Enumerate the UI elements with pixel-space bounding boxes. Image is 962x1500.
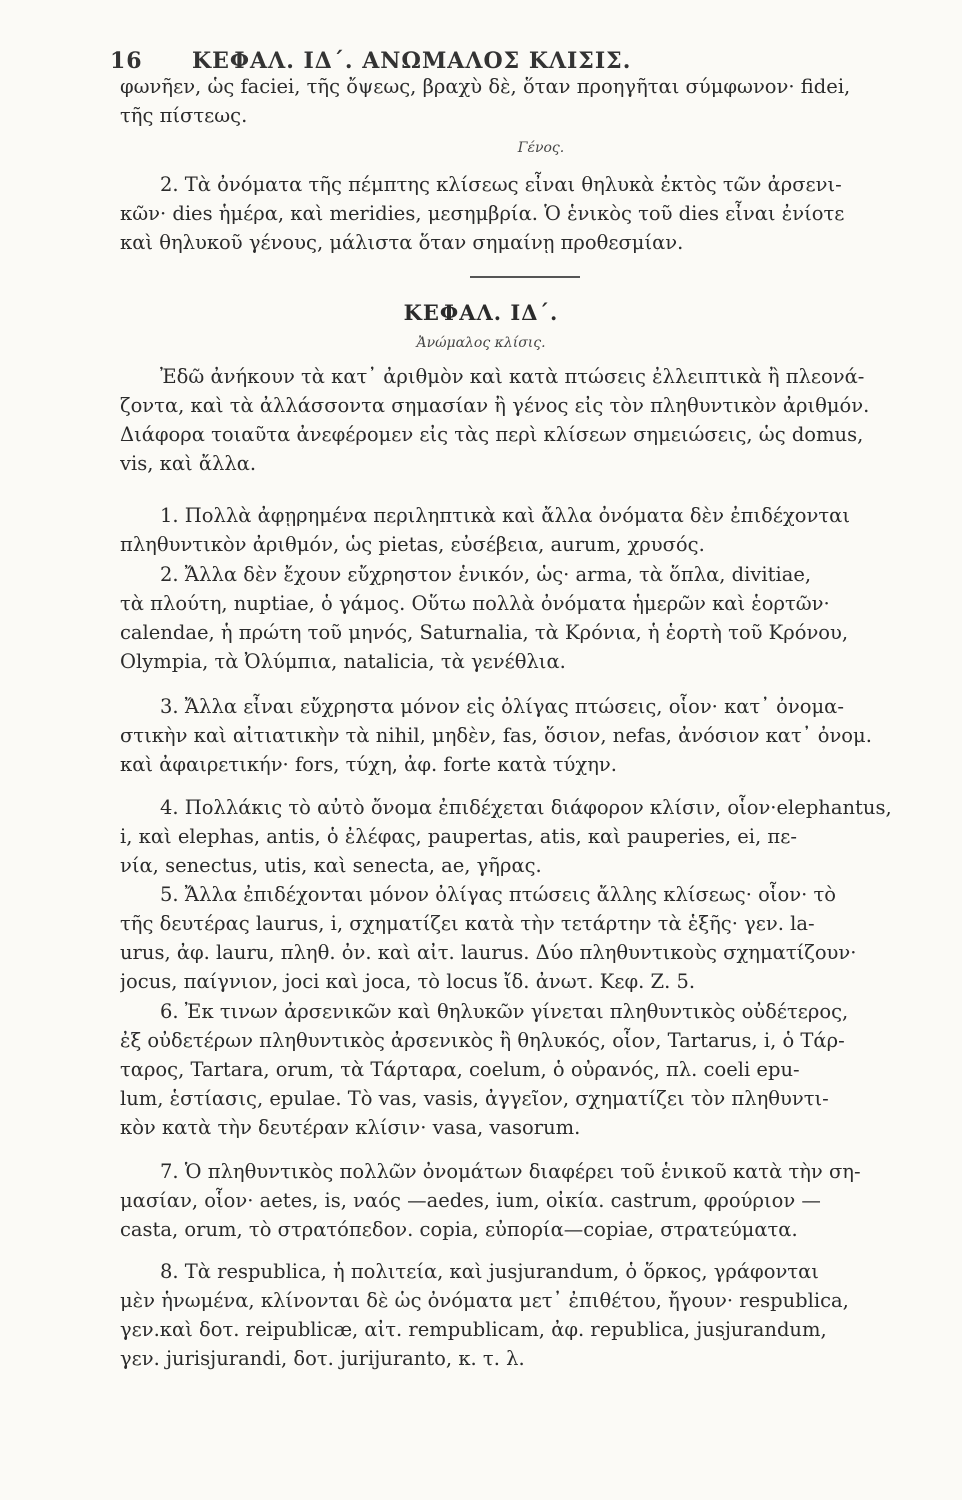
item-1 [120, 501, 920, 559]
text-line: τῆς δευτέρας laurus, i, σχηματίζει κατὰ τὴν τετάρτην τὰ ἑξῆς· γεν. la- [120, 912, 815, 935]
text-line: Ἐδῶ ἀνήκουν τὰ κατ᾽ ἀριθμὸν καὶ κατὰ πτώσεις ἐλλειπτικὰ ἢ πλεονά- [160, 365, 865, 388]
chapter-subtitle: Ἀνώμαλος κλίσις. [416, 335, 546, 351]
text-line: κῶν· dies ἡμέρα, καὶ meridies, μεσημβρία. Ὁ ἑνικὸς τοῦ dies εἶναι ἐνίοτε [120, 202, 845, 225]
item-5 [120, 880, 920, 996]
text-line: 4. Πολλάκις τὸ αὐτὸ ὄνομα ἐπιδέχεται διάφορον κλίσιν, οἷον·elephantus, [160, 796, 892, 819]
page-number: 16 [110, 48, 143, 74]
text-line: 7. Ὁ πληθυντικὸς πολλῶν ὀνομάτων διαφέρει τοῦ ἑνικοῦ κατὰ τὴν ση- [160, 1160, 861, 1183]
text-line: γεν.καὶ δοτ. reipublicæ, αἰτ. rempublicam, ἀφ. republica, jusjurandum, [120, 1318, 827, 1341]
text-line: νία, senectus, utis, καὶ senecta, ae, γῆρας. [120, 854, 542, 877]
text-line: 2. Ἄλλα δὲν ἔχουν εὔχρηστον ἑνικόν, ὡς· arma, τὰ ὅπλα, divitiae, [160, 563, 812, 586]
text-line: τῆς πίστεως. [120, 104, 248, 127]
text-line: 3. Ἄλλα εἶναι εὔχρηστα μόνον εἰς ὀλίγας πτώσεις, οἷον· κατ᾽ ὀνομα- [160, 695, 844, 718]
text-line: ἐξ οὐδετέρων πληθυντικὸς ἀρσενικὸς ἢ θηλυκός, οἷον, Tartarus, i, ὁ Τάρ- [120, 1029, 845, 1052]
chapter-intro [120, 362, 920, 478]
item-8 [120, 1257, 920, 1373]
text-line: μὲν ἡνωμένα, κλίνονται δὲ ὡς ὀνόματα μετ᾽ ἐπιθέτου, ἤγουν· respublica, [120, 1289, 849, 1312]
text-line: καὶ θηλυκοῦ γένους, μάλιστα ὅταν σημαίνῃ προθεσμίαν. [120, 231, 684, 254]
text-line: lum, ἑστίασις, epulae. Τὸ vas, vasis, ἀγγεῖον, σχηματίζει τὸν πληθυντι- [120, 1087, 829, 1110]
item-2 [120, 560, 920, 676]
text-line: στικὴν καὶ αἰτιατικὴν τὰ nihil, μηδὲν, fas, ὅσιον, nefas, ἀνόσιον κατ᾽ ὀνομ. [120, 724, 872, 747]
paragraph-2 [120, 170, 920, 257]
text-line: 6. Ἐκ τινων ἀρσενικῶν καὶ θηλυκῶν γίνεται πληθυντικὸς οὐδέτερος, [160, 1000, 849, 1023]
text-line: κὸν κατὰ τὴν δευτέραν κλίσιν· vasa, vasorum. [120, 1116, 581, 1139]
text-line: i, καὶ elephas, antis, ὁ ἐλέφας, paupertas, atis, καὶ pauperies, ei, πε- [120, 825, 797, 848]
text-line: πληθυντικὸν ἀριθμόν, ὡς pietas, εὐσέβεια, aurum, χρυσός. [120, 533, 705, 556]
text-line: 5. Ἄλλα ἐπιδέχονται μόνον ὀλίγας πτώσεις ἄλλης κλίσεως· οἷον· τὸ [160, 883, 837, 906]
text-line: καὶ ἀφαιρετικήν· fors, τύχη, ἀφ. forte κατὰ τύχην. [120, 753, 617, 776]
section-rule [470, 276, 580, 278]
text-line: calendae, ἡ πρώτη τοῦ μηνός, Saturnalia, τὰ Κρόνια, ἡ ἑορτὴ τοῦ Κρόνου, [120, 621, 849, 644]
item-3 [120, 692, 920, 779]
text-line: ζοντα, καὶ τὰ ἀλλάσσοντα σημασίαν ἢ γένος εἰς τὸν πληθυντικὸν ἀριθμόν. [120, 394, 870, 417]
genos-label: Γένος. [517, 140, 565, 156]
text-line: τὰ πλούτη, nuptiae, ὁ γάμος. Οὕτω πολλὰ ὀνόματα ἡμερῶν καὶ ἑορτῶν· [120, 592, 830, 615]
paragraph-top [120, 72, 920, 130]
text-line: 8. Τὰ respublica, ἡ πολιτεία, καὶ jusjurandum, ὁ ὅρκος, γράφονται [160, 1260, 819, 1283]
text-line: ταρος, Tartara, orum, τὰ Τάρταρα, coelum, ὁ οὐρανός, πλ. coeli epu- [120, 1058, 800, 1081]
text-line: Διάφορα τοιαῦτα ἀνεφέρομεν εἰς τὰς περὶ κλίσεων σημειώσεις, ὡς domus, [120, 423, 864, 446]
text-line: vis, καὶ ἄλλα. [120, 452, 257, 475]
text-line: urus, ἀφ. lauru, πληθ. ὀν. καὶ αἰτ. laurus. Δύο πληθυντικοὺς σχηματίζουν· [120, 941, 857, 964]
running-title: ΚΕΦΑΛ. ΙΔ΄. ΑΝΩΜΑΛΟΣ ΚΛΙΣΙΣ. [192, 48, 632, 74]
text-line: jocus, παίγνιον, joci καὶ joca, τὸ locus ἴδ. ἀνωτ. Κεφ. Ζ. 5. [120, 970, 696, 993]
text-line: 2. Τὰ ὀνόματα τῆς πέμπτης κλίσεως εἶναι θηλυκὰ ἐκτὸς τῶν ἀρσενι- [160, 173, 842, 196]
text-line: φωνῆεν, ὡς faciei, τῆς ὄψεως, βραχὺ δὲ, ὅταν προηγῆται σύμφωνον· fidei, [120, 75, 851, 98]
item-4 [120, 793, 920, 880]
chapter-title: ΚΕΦΑΛ. ΙΔ΄. [403, 300, 559, 325]
item-7 [120, 1157, 920, 1244]
text-line: 1. Πολλὰ ἀφῃρημένα περιληπτικὰ καὶ ἄλλα ὀνόματα δὲν ἐπιδέχονται [160, 504, 850, 527]
text-line: γεν. jurisjurandi, δοτ. jurijuranto, κ. τ. λ. [120, 1347, 525, 1370]
text-line: casta, orum, τὸ στρατόπεδον. copia, εὐπορία—copiae, στρατεύματα. [120, 1218, 798, 1241]
text-line: μασίαν, οἷον· aetes, is, ναός —aedes, ium, οἰκία. castrum, φρούριον — [120, 1189, 821, 1212]
item-6 [120, 997, 920, 1142]
text-line: Olympia, τὰ Ὀλύμπια, natalicia, τὰ γενέθλια. [120, 650, 566, 673]
